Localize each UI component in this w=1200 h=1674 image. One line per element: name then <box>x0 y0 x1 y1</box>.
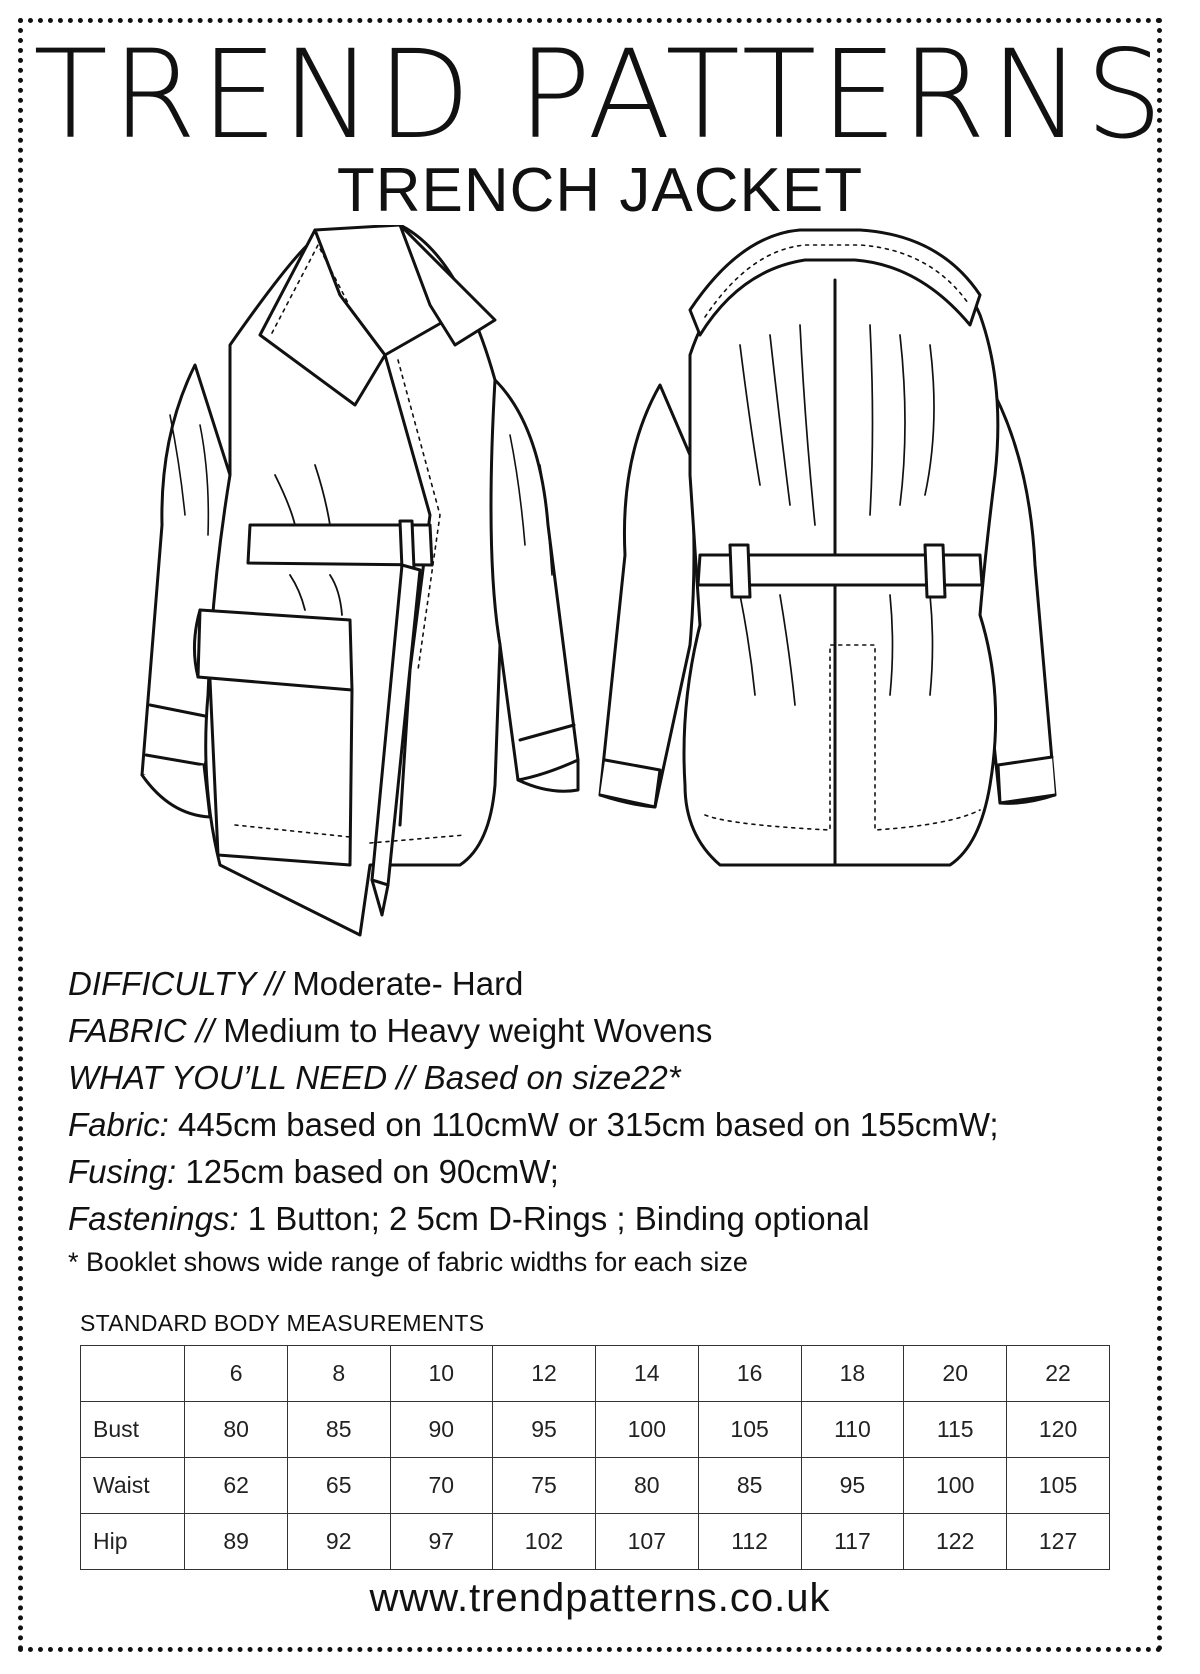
fabric-line <box>68 1007 1158 1054</box>
size-header: 10 <box>390 1346 493 1402</box>
table-cell: 110 <box>801 1402 904 1458</box>
jacket-front-icon <box>142 225 578 935</box>
table-cell: 107 <box>595 1514 698 1570</box>
table-cell: 70 <box>390 1458 493 1514</box>
table-cell: 105 <box>698 1402 801 1458</box>
table-cell: 117 <box>801 1514 904 1570</box>
fabric-requirement-value: 445cm based on 110cmW or 315cm based on 155cmW; <box>178 1106 999 1143</box>
size-header: 18 <box>801 1346 904 1402</box>
difficulty-line <box>68 960 1158 1007</box>
website-link[interactable]: www.trendpatterns.co.uk <box>369 1576 831 1620</box>
measurements-table <box>80 1345 1110 1570</box>
table-cell: 97 <box>390 1514 493 1570</box>
brand-title: TREND PATTERNS <box>33 24 1167 166</box>
size-header: 6 <box>185 1346 288 1402</box>
table-cell: 122 <box>904 1514 1007 1570</box>
booklet-note: * Booklet shows wide range of fabric widths for each size <box>68 1247 748 1277</box>
fastenings-label: Fastenings: <box>68 1200 239 1237</box>
measurements-title: STANDARD BODY MEASUREMENTS <box>80 1310 485 1336</box>
table-corner-cell <box>81 1346 185 1402</box>
table-cell: 89 <box>185 1514 288 1570</box>
size-header: 22 <box>1007 1346 1110 1402</box>
table-cell: 85 <box>698 1458 801 1514</box>
table-cell: 95 <box>493 1402 596 1458</box>
size-header: 8 <box>287 1346 390 1402</box>
difficulty-value: Moderate- Hard <box>292 965 524 1002</box>
table-cell: 75 <box>493 1458 596 1514</box>
table-cell: 65 <box>287 1458 390 1514</box>
table-row <box>81 1402 1110 1458</box>
fusing-value: 125cm based on 90cmW; <box>185 1153 559 1190</box>
table-cell: 95 <box>801 1458 904 1514</box>
pattern-title: TRENCH JACKET <box>336 156 864 225</box>
table-cell: 102 <box>493 1514 596 1570</box>
fusing-line <box>68 1148 1158 1195</box>
what-you-need-heading: WHAT YOU’LL NEED // Based on size22* <box>68 1059 681 1096</box>
fastenings-line <box>68 1195 1158 1242</box>
size-header: 16 <box>698 1346 801 1402</box>
fabric-value: Medium to Heavy weight Wovens <box>223 1012 713 1049</box>
difficulty-label: DIFFICULTY // <box>68 965 284 1002</box>
fabric-requirement-line <box>68 1101 1158 1148</box>
table-header-row <box>81 1346 1110 1402</box>
fabric-requirement-label: Fabric: <box>68 1106 169 1143</box>
table-cell: 120 <box>1007 1402 1110 1458</box>
table-cell: 105 <box>1007 1458 1110 1514</box>
row-label: Waist <box>81 1458 185 1514</box>
table-cell: 100 <box>904 1458 1007 1514</box>
table-cell: 92 <box>287 1514 390 1570</box>
table-cell: 80 <box>185 1402 288 1458</box>
table-cell: 62 <box>185 1458 288 1514</box>
table-cell: 115 <box>904 1402 1007 1458</box>
table-row <box>81 1514 1110 1570</box>
size-header: 12 <box>493 1346 596 1402</box>
table-cell: 90 <box>390 1402 493 1458</box>
fabric-label: FABRIC // <box>68 1012 215 1049</box>
table-row <box>81 1458 1110 1514</box>
fusing-label: Fusing: <box>68 1153 177 1190</box>
table-cell: 127 <box>1007 1514 1110 1570</box>
pattern-details <box>68 960 1158 1282</box>
size-header: 20 <box>904 1346 1007 1402</box>
jacket-illustration <box>100 225 1100 955</box>
jacket-back-icon <box>600 230 1055 865</box>
row-label: Bust <box>81 1402 185 1458</box>
size-header: 14 <box>595 1346 698 1402</box>
fastenings-value: 1 Button; 2 5cm D-Rings ; Binding optional <box>247 1200 870 1237</box>
table-cell: 80 <box>595 1458 698 1514</box>
table-cell: 85 <box>287 1402 390 1458</box>
table-cell: 100 <box>595 1402 698 1458</box>
table-cell: 112 <box>698 1514 801 1570</box>
row-label: Hip <box>81 1514 185 1570</box>
